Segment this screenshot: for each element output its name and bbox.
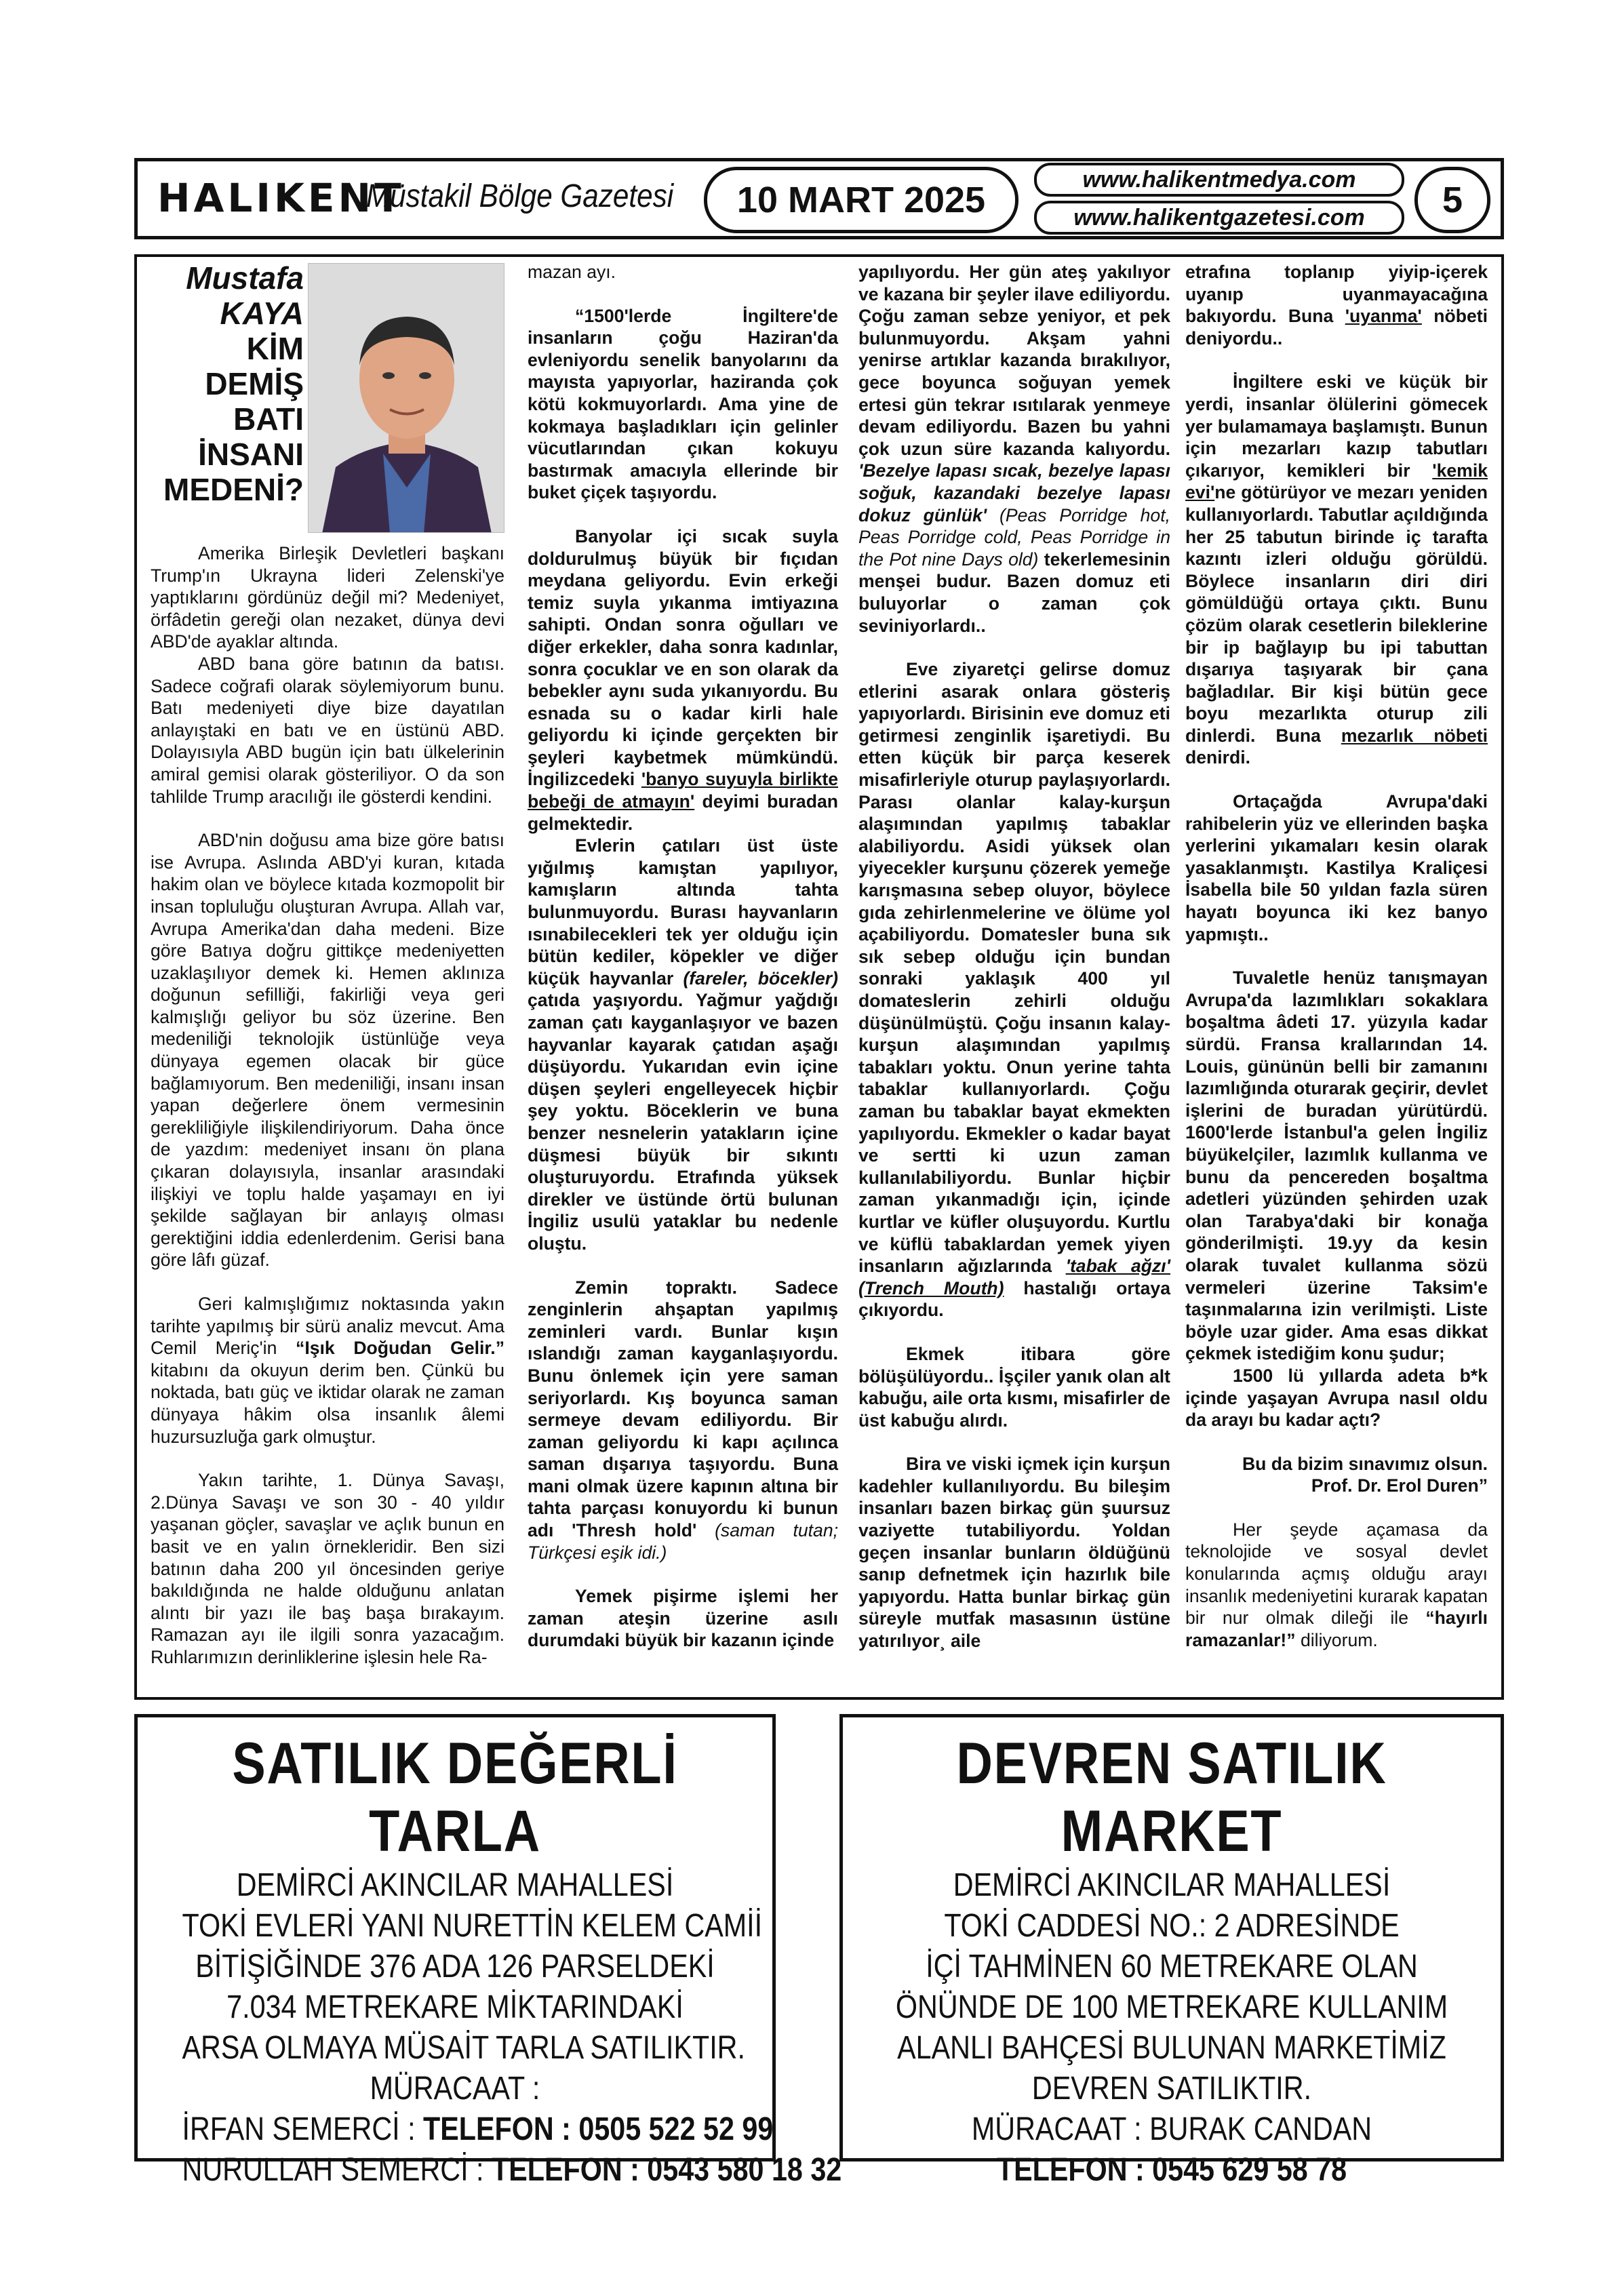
newspaper-logo: HALIKENT xyxy=(157,175,405,221)
paragraph: Ekmek itibara göre bölüşülüyordu.. İşçiler yanık olan alt kabuğu, aile orta kısmı, misafirler de üst kabuğu alırdı. xyxy=(858,1343,1170,1431)
title-line: DEMİŞ xyxy=(205,366,304,401)
article-headline xyxy=(151,260,304,507)
ad-title: DEVREN SATILIK MARKET xyxy=(956,1731,1387,1864)
author-portrait-icon xyxy=(308,263,504,533)
paragraph: 1500 lü yıllarda adeta b*k içinde yaşayan Avrupa nasıl oldu da arayı bu kadar açtı? xyxy=(1185,1365,1488,1431)
website-link-1[interactable]: www.halikentmedya.com xyxy=(1034,163,1404,197)
paragraph: Geri kalmışlığımız noktasında yakın tarihte yapılmış bir sürü analiz mevcut. Ama Cemil Meriç'in “Işık Doğudan Gelir.” kitabını da okuyun derim ben. Çünkü bu noktada, batı güç ve iktidar olarak ne zaman dünyaya hâkim olsa insanlık âlemi huzursuzluğa gark olmuştur. xyxy=(151,1294,504,1447)
paragraph: Amerika Birleşik Devletleri başkanı Trump'ın Ukrayna lideri Zelenski'ye yaptıklarını gördünüz değil mi? Medeniyet, örfâdetin gereği olan nezaket, dünya devi ABD'de ayaklar altında. xyxy=(151,543,504,652)
page-number: 5 xyxy=(1414,167,1490,233)
ad-satilik-tarla xyxy=(134,1714,842,2188)
ad-line: DEMİRCİ AKINCILAR MAHALLESİ xyxy=(953,1867,1391,1903)
article-column-1 xyxy=(151,542,504,1669)
title-line: MEDENİ? xyxy=(163,472,304,507)
paragraph: Yemek pişirme işlemi her zaman ateşin üzerine asılı durumdaki büyük bir kazanın içinde xyxy=(528,1586,838,1651)
ad-line: ALANLI BAHÇESİ BULUNAN MARKETİMİZ xyxy=(897,2030,1446,2066)
ad-line: MÜRACAAT : BURAK CANDAN xyxy=(971,2111,1372,2147)
ad-devren-market xyxy=(839,1714,1504,2188)
paragraph: yapılıyordu. Her gün ateş yakılıyor ve kazana bir şeyler ilave ediliyordu. Çoğu zaman sebze yeniyor, et pek bulunmuyordu. Akşam yahni yenirse artıklar kazanda bırakılıyor, gece boyunca soğuyan yemek ertesi gün tekrar ısıtılarak yenmeye devam ediliyordu. Bazen bu yahni çok uzun süre kazanda kalıyordu. 'Bezelye lapası sıcak, bezelye lapası soğuk, kazandaki bezelye lapası dokuz günlük' (Peas Porridge hot, Peas Porridge cold, Peas Porridge in the Pot nine Days old) tekerlemesinin menşei budur. Bazen domuz eti buluyorlar o zaman çok seviniyorlardı.. xyxy=(858,262,1171,636)
article-column-4 xyxy=(1185,261,1488,1651)
ad-line: BİTİŞİĞİNDE 376 ADA 126 PARSELDEKİ xyxy=(195,1949,715,1985)
phone-1[interactable]: TELEFON : 0505 522 52 99 xyxy=(423,2111,774,2147)
book-title: “Işık Doğudan Gelir.” xyxy=(296,1338,504,1359)
ad-line: TOKİ EVLERİ YANI NURETTİN KELEM CAMİİ xyxy=(182,1908,763,1944)
ad-line: DEVREN SATILIKTIR. xyxy=(1031,2071,1312,2107)
ad-line: DEMİRCİ AKINCILAR MAHALLESİ xyxy=(236,1867,674,1903)
ad-title: SATILIK DEĞERLİ TARLA xyxy=(232,1731,678,1864)
phone-2[interactable]: TELEFON : 0543 580 18 32 xyxy=(491,2152,842,2188)
title-line: KİM xyxy=(246,331,304,366)
paragraph: Zemin topraktı. Sadece zenginlerin ahşaptan yapılmış zeminleri vardı. Bunlar kışın ıslandığı zaman kayganlaşıyordu. Bunu önlemek için yere saman seriyorlardı. Kış boyunca saman sermeye devam ediliyordu. Bir zaman geliyordu ki kapı açılınca saman dışarıya taşıyordu. Buna mani olmak üzere kapının altına bir tahta parçası konuyordu ki bunun adı 'Thresh hold' (saman tutan; Türkçesi eşik idi.) xyxy=(528,1277,839,1563)
author-first-name: Mustafa xyxy=(186,260,304,296)
paragraph: Banyolar içi sıcak suyla doldurulmuş büyük bir fıçıdan meydana geliyordu. Evin erkeği temiz suyla yıkanma imtiyazına sahipti. Ondan sonra oğulları ve diğer erkekler, daha sonra kadınlar, sonra çocuklar ve en son olarak da bebekler aynı suda yıkanıyordu. Bu esnada su o kadar kirli hale geliyordu ki içinde gerçekten bir şeyleri kaybetmek mümkündü. İngilizcedeki 'banyo suyuyla birlikte bebeği de atmayın' deyimi buradan gelmektedir. xyxy=(528,525,839,834)
issue-date: 10 MART 2025 xyxy=(704,167,1018,233)
paragraph: Tuvaletle henüz tanışmayan Avrupa'da lazımlıkları sokaklara boşaltma âdeti 17. yüzyıla kadar sürdü. Fransa krallarından 14. Louis, gününün belli bir zamanını lazımlığında oturarak geçirir, devlet işlerini de buradan yürütürdü. 1600'lerde İstanbul'a gelen İngiliz büyükelçiler, lazımlık kullanma ve bunu da pencereden boşaltma adetleri yüzünden şehirden uzak olan Tarabya'daki bir konağa gönderilmişti. 19.yy da kesin olarak tuvalet kullanma sözü vermeleri üzerine Taksim'e taşınmalarına izin verilmişti. Liste böyle uzar gider. Ama esas dikkat çekmek istediğim konu şudur; xyxy=(1185,968,1488,1364)
title-line: BATI xyxy=(233,401,304,437)
paragraph: Ortaçağda Avrupa'daki rahibelerin yüz ve ellerinden başka yerlerini yıkamaları kesin olarak yasaklanmıştı. Kastilya Kraliçesi İsabella bile 50 yıldan fazla süren hayatı boyunca iki kez banyo yapmıştı.. xyxy=(1185,791,1488,944)
newspaper-subtitle: Müstakil Bölge Gazetesi xyxy=(366,178,674,214)
title-line: İNSANI xyxy=(198,437,304,472)
article-column-3 xyxy=(858,261,1170,1652)
paragraph: İngiltere eski ve küçük bir yerdi, insanlar ölülerini gömecek yer bulamamaya başlamıştı. Bunun için mezarları kazıp tabutları çıkarıyor, kemikleri bir 'kemik evi'ne götürüyor ve mezarı yeniden kullanıyorlardı. Tabutlar açıldığında her 25 tabutun birinde iç tarafta kazıntı izleri olduğu görüldü. Böylece insanların diri diri gömüldüğü ortaya çıktı. Bunu çözüm olarak cesetlerin bileklerine bir ip bağlayıp bu ipi tabuttan dışarıya taşıyarak bir çana bağladılar. Bir kişi bütün gece boyu mezarlıkta oturup zili dinlerdi. Buna mezarlık nöbeti denirdi. xyxy=(1185,372,1488,768)
author-last-name: KAYA xyxy=(220,296,304,331)
contact-1: İRFAN SEMERCİ : TELEFON : 0505 522 52 99 xyxy=(182,2111,774,2147)
paragraph: Her şeyde açamasa da teknolojide ve sosyal devlet konularında açmış olduğu arayı insanlık medeniyetini kurarak kapatan bir nur olmak dileği ile “hayırlı ramazanlar!” diliyorum. xyxy=(1185,1519,1488,1650)
article-column-2 xyxy=(528,261,838,1652)
website-link-2[interactable]: www.halikentgazetesi.com xyxy=(1034,201,1404,235)
idiom-phrase: 'banyo suyuyla birlikte bebeği de atmayın' xyxy=(528,769,839,812)
paragraph: etrafına toplanıp yiyip-içerek uyanıp uyanmayacağına bakıyordu. Buna 'uyanma' nöbeti deniyordu.. xyxy=(1185,262,1488,348)
quote-closing: Bu da bizim sınavımız olsun. xyxy=(1242,1453,1488,1474)
ad-line: ÖNÜNDE DE 100 METREKARE KULLANIM xyxy=(895,1989,1448,2025)
contact-2: NURULLAH SEMERCİ : TELEFON : 0543 580 18 32 xyxy=(182,2152,842,2188)
paragraph: ABD'nin doğusu ama bize göre batısı ise Avrupa. Aslında ABD'yi kuran, kıtada hakim olan ve böylece kıtada kozmopolit bir insan topluluğu oluşturan Avrupa. Allah var, Avrupa Amerika'dan daha medeni. Bize göre Batıya doğru gittikçe medeniyetten uzaklaşılıyor demek ki. Hemen aklınıza doğunun sefilliği, fakirliği veya geri kalmışlığı geliyor bu söz üzerine. Ben medeniliği teknolojik üstünlüğe veya dünyaya egemen olacak bir güce bağlamıyorum. Ben medeniliği, insanı insan yapan değerlere önem vermesinin gerekliliğiyle ilişkilendiriyorum. Daha önce de yazdım: medeniyet insanı ön plana çıkaran dolayısıyla, insanlar arasındaki ilişkiyi ve toplu halde yaşamayı en iyi şekilde sağlayan bir anlayış olması gerektiğini iddia edenlerdenim. Gerisi bana göre lâfı güzaf. xyxy=(151,830,504,1271)
quote-source: Prof. Dr. Erol Duren” xyxy=(1311,1475,1488,1496)
paragraph: Evlerin çatıları üst üste yığılmış kamıştan yapılıyor, kamışların altında tahta bulunmuyordu. Burası hayvanların ısınabilecekleri tek yer olduğu için bütün kediler, köpekler ve diğer küçük hayvanlar (fareler, böcekler) çatıda yaşıyordu. Yağmur yağdığı zaman çatı kayganlaşıyor ve bazen hayvanlar kayarak çatıdan aşağı düşüyordu. Yukarıdan evin içine düşen şeyleri engelleyecek hiçbir şey yoktu. Böceklerin ve buna benzer nesnelerin yatakların içine düşmesi büyük bir sıkıntı oluşturuyordu. Etrafında yüksek direkler ve üstünde örtü bulunan İngiliz usulü yataklar bu nedenle oluştu. xyxy=(528,835,838,1254)
ad-line: ARSA OLMAYA MÜSAİT TARLA SATILIKTIR. xyxy=(182,2030,745,2066)
paragraph: Bira ve viski içmek için kurşun kadehler kullanılıyordu. Bu bileşim insanları bazen birkaç gün şuursuz vaziyette tutabiliyordu. Yoldan geçen insanlar bunların öldüğünü sanıp defnetmek için hazırlık bile yapıyordu. Hatta bunlar birkaç gün süreyle mutfak masasının üstüne yatırılıyor¸ aile xyxy=(858,1454,1170,1652)
ad-line: İÇİ TAHMİNEN 60 METREKARE OLAN xyxy=(926,1949,1418,1985)
ad-line: TOKİ CADDESİ NO.: 2 ADRESİNDE xyxy=(944,1908,1400,1944)
paragraph: “1500'lerde İngiltere'de insanların çoğu Haziran'da evleniyordu senelik banyolarını da mayısta yapıyorlar, haziranda çok kötü kokmuyorlardı. Ama yine de kokmaya başladıkları için gelinler vücutlarından çıkan kokuyu bastırmak amacıyla ellerinde bir buket çiçek taşıyordu. xyxy=(528,305,838,503)
paragraph: mazan ayı. xyxy=(528,262,616,282)
paragraph: Eve ziyaretçi gelirse domuz etlerini asarak onlara gösteriş yapıyorlardı. Birisinin eve domuz eti getirmesi zenginlik işaretiydi. Bu etten küçük bir parça keserek misafirleriyle oturup paylaşıyorlardı. Parası olanlar kalay-kurşun alaşımından yapılmış tabaklar alabiliyordu. Asidi yüksek olan yiyecekler kurşunu çözerek yemeğe karışmasına sebep oluyor, böylece gıda zehirlenmelerine ve ölüme yol açabiliyordu. Domatesler buna sık sık sebep olduğu için bundan sonraki yaklaşık 400 yıl domateslerin zehirli olduğu düşünülmüştü. Çoğu insanın kalay-kurşun alaşımından yapılmış tabakları yoktu. Onun yerine tahta tabaklar kullanıyorlardı. Çoğu zaman bu tabaklar bayat ekmekten yapılıyordu. Ekmekler o kadar bayat ve sertti ki uzun zaman kullanılabiliyordu. Bunlar hiçbir zaman yıkanmadığı için, içinde kurtlar ve küfler oluşuyordu. Kurtlu ve küflü tabaklardan yemek yiyen insanların ağızlarında 'tabak ağzı' (Trench Mouth) hastalığı ortaya çıkıyordu. xyxy=(858,659,1171,1321)
contact-phone xyxy=(889,2150,1454,2191)
paragraph: ABD bana göre batının da batısı. Sadece coğrafi olarak söylemiyorum bunu. Batı medeniyeti diye bize dayatılan anlayıştaki en batı ve en üstünü ABD. Dolayısıyla ABD bugün için batı ülkelerinin amiral gemisi olarak gösteriliyor. O da son tahlilde Trump aracılığı ile gösterdi kendini. xyxy=(151,653,504,807)
phone[interactable]: TELEFON : 0545 629 58 78 xyxy=(996,2152,1347,2188)
ad-line: 7.034 METREKARE MİKTARINDAKİ xyxy=(226,1989,684,2025)
ad-line: MÜRACAAT : xyxy=(370,2071,540,2107)
paragraph: Yakın tarihte, 1. Dünya Savaşı, 2.Dünya Savaşı ve son 30 - 40 yıldır yaşanan göçler, savaşlar ve açlık bunun en basit ve en yalın örnekleridir. Ben sizi batının daha 200 yıl öncesinden geriye bakıldığında ne halde olduğunu anlatan alıntı bir yazı ile baş başa bırakayım. Ramazan ayı ile ilgili sonra yazacağım. Ruhlarımızın derinliklerine işlesin hele Ra- xyxy=(151,1470,504,1667)
